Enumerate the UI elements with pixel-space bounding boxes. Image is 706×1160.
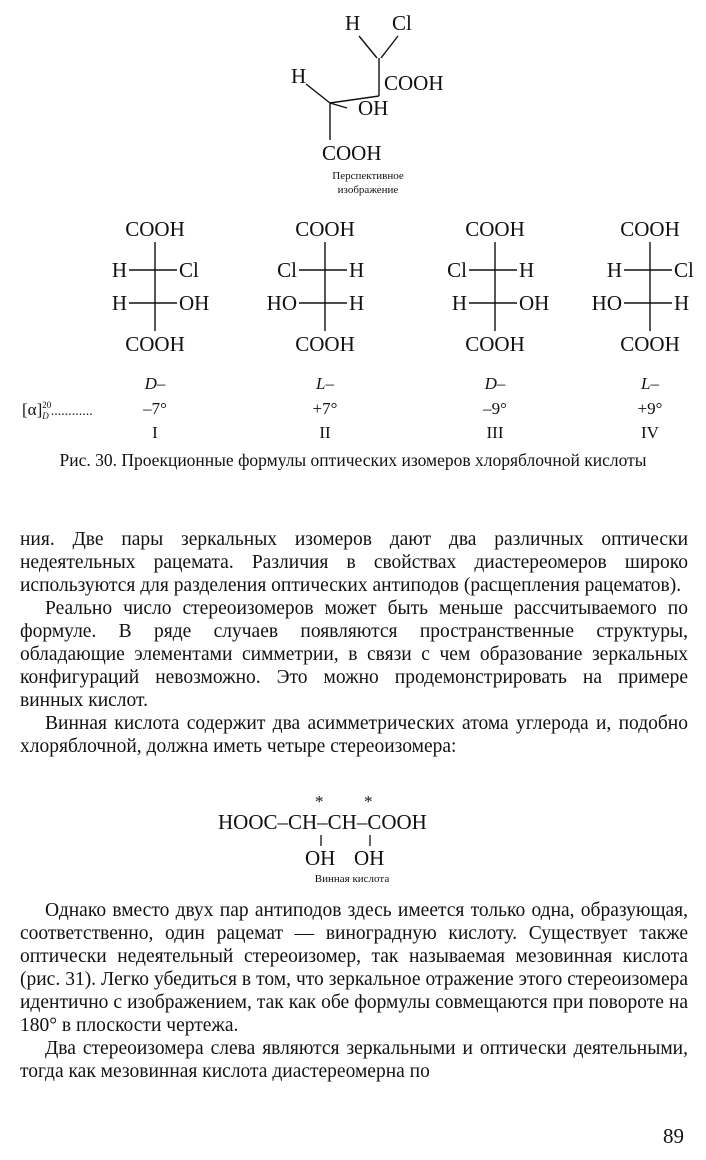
projection-formula-4 bbox=[592, 217, 694, 442]
persp-oh: OH bbox=[358, 96, 389, 120]
proj-row2-left: HO bbox=[266, 291, 297, 315]
proj-rotation-value: –9° bbox=[483, 399, 507, 418]
persp-h-top: H bbox=[345, 11, 361, 35]
proj-numeral: I bbox=[152, 423, 158, 442]
proj-numeral: III bbox=[486, 423, 504, 442]
persp-cooh-bottom: COOH bbox=[322, 141, 382, 165]
tartaric-oh-2: OH bbox=[354, 846, 385, 870]
proj-rotation-value: –7° bbox=[143, 399, 167, 418]
paragraph-5: Два стереоизомера слева являются зеркальными и оптически деятельными, тогда как мезовинная кислота диастереомерна по bbox=[20, 1038, 688, 1082]
tartaric-caption: Винная кислота bbox=[314, 873, 390, 885]
proj-configuration: D– bbox=[144, 374, 166, 393]
paragraph-2: Реально число стереоизомеров может быть меньше рассчитываемого по формуле. В ряде случаев появляются пространственные структуры, обладающие элементами симметрии, в связи с чем образование зеркальных конфигураций невозможно. Это можно продемонстрировать на примере винных кислот. bbox=[20, 598, 688, 711]
paragraph-1: ния. Две пары зеркальных изомеров дают два различных оптически недеятельных рацемата. Различия в свойствах диастереомеров широко используются для разделения оптических антиподов (расщепления рацематов). bbox=[20, 529, 688, 596]
text-block-2 bbox=[20, 899, 688, 1083]
tartaric-acid-formula bbox=[0, 790, 706, 890]
proj-bottom-group: COOH bbox=[620, 332, 680, 356]
proj-configuration: L– bbox=[641, 374, 659, 393]
proj-bottom-group: COOH bbox=[465, 332, 525, 356]
proj-row2-right: H bbox=[674, 291, 690, 315]
proj-bottom-group: COOH bbox=[125, 332, 185, 356]
proj-row2-right: H bbox=[349, 291, 365, 315]
proj-row1-left: H bbox=[111, 258, 127, 282]
proj-row1-left: H bbox=[606, 258, 622, 282]
perspective-structure bbox=[0, 0, 706, 200]
proj-top-group: COOH bbox=[295, 217, 355, 241]
proj-row2-right: OH bbox=[179, 291, 210, 315]
proj-row1-left: Cl bbox=[277, 258, 297, 282]
paragraph-3: Винная кислота содержит два асимметрических атома углерода и, подобно хлоряблочной, должна иметь четыре стереоизомера: bbox=[20, 713, 688, 757]
persp-caption-1: Перспективное bbox=[332, 170, 404, 182]
proj-top-group: COOH bbox=[465, 217, 525, 241]
persp-cooh-right: COOH bbox=[384, 71, 444, 95]
asym-star-2: * bbox=[364, 792, 373, 811]
proj-configuration: L– bbox=[316, 374, 334, 393]
tartaric-oh-1: OH bbox=[305, 846, 336, 870]
text-block-1 bbox=[20, 528, 688, 758]
proj-row1-right: Cl bbox=[674, 258, 694, 282]
proj-row2-left: HO bbox=[591, 291, 622, 315]
asym-star-1: * bbox=[315, 792, 324, 811]
proj-top-group: COOH bbox=[125, 217, 185, 241]
figure-caption: Рис. 30. Проекционные формулы оптических изомеров хлоряблочной кислоты bbox=[59, 450, 647, 470]
persp-cl: Cl bbox=[392, 11, 412, 35]
proj-row1-right: H bbox=[519, 258, 535, 282]
proj-rotation-value: +7° bbox=[312, 399, 338, 418]
proj-numeral: IV bbox=[641, 423, 659, 442]
proj-bottom-group: COOH bbox=[295, 332, 355, 356]
persp-caption-2: изображение bbox=[337, 184, 399, 196]
rotation-alpha: $[\alpha]^{20}$ D ............ bbox=[22, 400, 93, 421]
projection-formula-2 bbox=[267, 217, 365, 442]
proj-row1-left: Cl bbox=[447, 258, 467, 282]
persp-h-mid: H bbox=[291, 64, 307, 88]
proj-row2-right: OH bbox=[519, 291, 550, 315]
proj-row1-right: Cl bbox=[179, 258, 199, 282]
projection-formula-3 bbox=[447, 217, 549, 442]
proj-row1-right: H bbox=[349, 258, 365, 282]
proj-row2-left: H bbox=[451, 291, 467, 315]
page-number: 89 bbox=[663, 1124, 684, 1148]
proj-row2-left: H bbox=[111, 291, 127, 315]
proj-numeral: II bbox=[319, 423, 331, 442]
projection-formula-1 bbox=[112, 217, 210, 442]
proj-top-group: COOH bbox=[620, 217, 680, 241]
tartaric-main-chain: HOOC–CH–CH–COOH bbox=[218, 810, 427, 834]
projection-formulas bbox=[0, 200, 706, 450]
proj-rotation-value: +9° bbox=[637, 399, 663, 418]
paragraph-4: Однако вместо двух пар антиподов здесь имеется только одна, образующая, соответственно, один рацемат — виноградную кислоту. Существует также оптически недеятельный стереоизомер, так называемая мезовинная кислота (рис. 31). Легко убедиться в том, что зеркальное отражение этого стереоизомера идентично с изображением, так как обе формулы совмещаются при повороте на 180° в плоскости чертежа. bbox=[20, 900, 688, 1036]
proj-configuration: D– bbox=[484, 374, 506, 393]
